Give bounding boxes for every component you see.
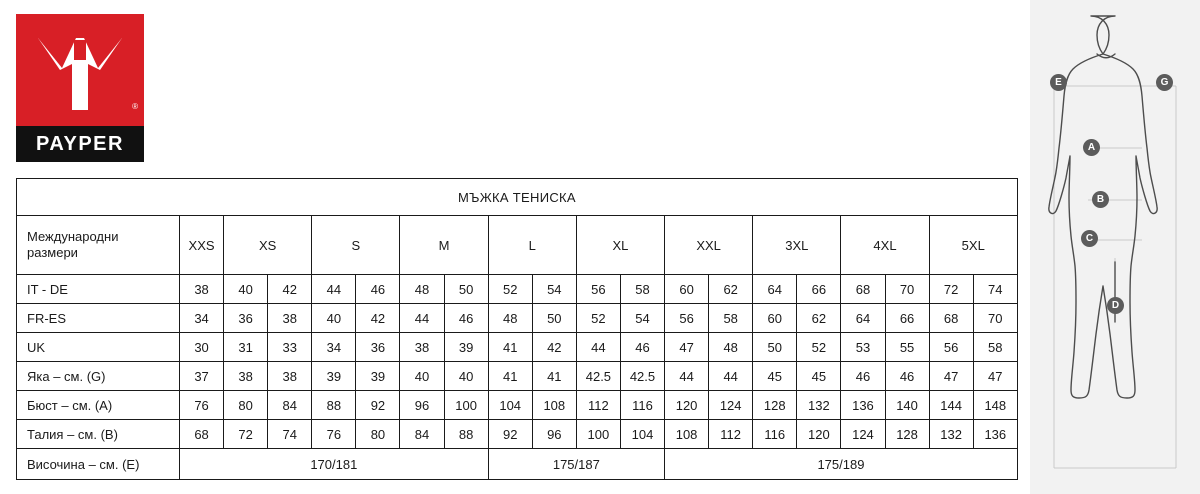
cell: 120 <box>665 391 709 420</box>
cell: 96 <box>400 391 444 420</box>
cell: 39 <box>356 362 400 391</box>
size-header-m: M <box>400 216 488 275</box>
row-label-uk: UK <box>17 333 180 362</box>
cell: 124 <box>709 391 753 420</box>
cell: 58 <box>973 333 1017 362</box>
table-row <box>17 420 1018 449</box>
row-label-collar: Яка – см. (G) <box>17 362 180 391</box>
cell: 64 <box>753 275 797 304</box>
cell: 88 <box>312 391 356 420</box>
cell: 124 <box>841 420 885 449</box>
table-row <box>17 333 1018 362</box>
cell: 44 <box>709 362 753 391</box>
cell: 68 <box>841 275 885 304</box>
cell: 58 <box>620 275 664 304</box>
badge-b: B <box>1092 191 1109 208</box>
page-title: МЪЖКА ТЕНИСКА <box>17 179 1018 216</box>
cell: 112 <box>576 391 620 420</box>
cell: 92 <box>356 391 400 420</box>
row-label-waist: Талия – см. (B) <box>17 420 180 449</box>
cell: 70 <box>973 304 1017 333</box>
cell: 53 <box>841 333 885 362</box>
cell: 48 <box>400 275 444 304</box>
table-row <box>17 304 1018 333</box>
cell: 38 <box>268 304 312 333</box>
body-measurement-figure <box>1030 0 1200 494</box>
cell: 74 <box>268 420 312 449</box>
cell: 62 <box>709 275 753 304</box>
cell: 62 <box>797 304 841 333</box>
size-header-xl: XL <box>576 216 664 275</box>
cell: 44 <box>665 362 709 391</box>
badge-d: D <box>1107 297 1124 314</box>
logo-black-block <box>16 126 144 162</box>
cell: 48 <box>488 304 532 333</box>
cell: 128 <box>885 420 929 449</box>
cell: 56 <box>929 333 973 362</box>
table-row-height <box>17 449 1018 480</box>
cell: 46 <box>620 333 664 362</box>
cell: 38 <box>180 275 224 304</box>
cell: 42 <box>532 333 576 362</box>
cell: 50 <box>444 275 488 304</box>
size-header-xxs: XXS <box>180 216 224 275</box>
cell: 41 <box>488 333 532 362</box>
cell: 96 <box>532 420 576 449</box>
cell: 41 <box>488 362 532 391</box>
cell: 112 <box>709 420 753 449</box>
cell: 39 <box>312 362 356 391</box>
cell: 144 <box>929 391 973 420</box>
cell: 30 <box>180 333 224 362</box>
cell: 52 <box>488 275 532 304</box>
cell: 108 <box>532 391 576 420</box>
cell: 136 <box>973 420 1017 449</box>
size-chart-table <box>16 178 1018 480</box>
cell: 66 <box>885 304 929 333</box>
badge-a: A <box>1083 139 1100 156</box>
badge-g: G <box>1156 74 1173 91</box>
logo-mark-icon <box>16 14 144 126</box>
cell: 39 <box>444 333 488 362</box>
cell-height-group-2: 175/187 <box>488 449 664 480</box>
cell: 76 <box>180 391 224 420</box>
intl-sizes-label-line1: Международни <box>27 228 119 244</box>
cell: 50 <box>532 304 576 333</box>
registered-mark: ® <box>132 102 138 111</box>
cell: 74 <box>973 275 1017 304</box>
cell: 40 <box>444 362 488 391</box>
size-header-l: L <box>488 216 576 275</box>
cell: 33 <box>268 333 312 362</box>
table-row <box>17 362 1018 391</box>
table-title-row <box>17 179 1018 216</box>
cell: 38 <box>268 362 312 391</box>
cell: 34 <box>312 333 356 362</box>
cell: 36 <box>356 333 400 362</box>
cell: 40 <box>312 304 356 333</box>
cell: 70 <box>885 275 929 304</box>
cell: 50 <box>753 333 797 362</box>
size-header-3xl: 3XL <box>753 216 841 275</box>
cell: 42 <box>356 304 400 333</box>
cell: 58 <box>709 304 753 333</box>
cell: 47 <box>973 362 1017 391</box>
cell: 72 <box>224 420 268 449</box>
cell: 42 <box>268 275 312 304</box>
table-row <box>17 391 1018 420</box>
cell: 56 <box>576 275 620 304</box>
cell: 80 <box>224 391 268 420</box>
cell-height-group-1: 170/181 <box>180 449 489 480</box>
cell: 38 <box>400 333 444 362</box>
cell: 120 <box>797 420 841 449</box>
row-label-it-de: IT - DE <box>17 275 180 304</box>
cell: 47 <box>665 333 709 362</box>
cell: 104 <box>488 391 532 420</box>
cell: 47 <box>929 362 973 391</box>
cell: 44 <box>312 275 356 304</box>
cell: 37 <box>180 362 224 391</box>
cell: 41 <box>532 362 576 391</box>
row-label-chest: Бюст – см. (A) <box>17 391 180 420</box>
cell: 44 <box>576 333 620 362</box>
cell: 34 <box>180 304 224 333</box>
size-header-s: S <box>312 216 400 275</box>
cell: 76 <box>312 420 356 449</box>
cell: 46 <box>356 275 400 304</box>
cell: 40 <box>400 362 444 391</box>
cell: 46 <box>841 362 885 391</box>
cell: 48 <box>709 333 753 362</box>
size-header-xxl: XXL <box>665 216 753 275</box>
cell: 45 <box>797 362 841 391</box>
intl-sizes-label-line2: размери <box>27 245 78 260</box>
cell: 46 <box>444 304 488 333</box>
cell: 55 <box>885 333 929 362</box>
logo-red-block <box>16 14 144 126</box>
cell: 84 <box>268 391 312 420</box>
cell: 36 <box>224 304 268 333</box>
cell: 72 <box>929 275 973 304</box>
cell: 116 <box>620 391 664 420</box>
cell: 56 <box>665 304 709 333</box>
cell: 132 <box>929 420 973 449</box>
cell: 52 <box>797 333 841 362</box>
cell: 68 <box>929 304 973 333</box>
cell: 148 <box>973 391 1017 420</box>
cell: 44 <box>400 304 444 333</box>
intl-sizes-label <box>17 216 180 275</box>
cell: 92 <box>488 420 532 449</box>
size-header-4xl: 4XL <box>841 216 929 275</box>
cell: 54 <box>532 275 576 304</box>
cell: 52 <box>576 304 620 333</box>
badge-c: C <box>1081 230 1098 247</box>
size-header-5xl: 5XL <box>929 216 1017 275</box>
cell: 136 <box>841 391 885 420</box>
cell: 116 <box>753 420 797 449</box>
size-header-xs: XS <box>224 216 312 275</box>
cell: 64 <box>841 304 885 333</box>
cell: 46 <box>885 362 929 391</box>
payper-logo <box>16 14 144 162</box>
cell: 42.5 <box>620 362 664 391</box>
cell-height-group-3: 175/189 <box>665 449 1018 480</box>
cell: 140 <box>885 391 929 420</box>
cell: 66 <box>797 275 841 304</box>
cell: 42.5 <box>576 362 620 391</box>
row-label-fr-es: FR-ES <box>17 304 180 333</box>
cell: 54 <box>620 304 664 333</box>
cell: 60 <box>665 275 709 304</box>
cell: 88 <box>444 420 488 449</box>
cell: 31 <box>224 333 268 362</box>
cell: 104 <box>620 420 664 449</box>
badge-e: E <box>1050 74 1067 91</box>
cell: 40 <box>224 275 268 304</box>
cell: 68 <box>180 420 224 449</box>
cell: 60 <box>753 304 797 333</box>
brand-name: PAYPER <box>36 132 124 155</box>
cell: 100 <box>576 420 620 449</box>
table-row <box>17 275 1018 304</box>
cell: 108 <box>665 420 709 449</box>
row-label-height: Височина – см. (E) <box>17 449 180 480</box>
cell: 45 <box>753 362 797 391</box>
cell: 80 <box>356 420 400 449</box>
cell: 84 <box>400 420 444 449</box>
cell: 38 <box>224 362 268 391</box>
cell: 100 <box>444 391 488 420</box>
cell: 132 <box>797 391 841 420</box>
table-header-row <box>17 216 1018 275</box>
cell: 128 <box>753 391 797 420</box>
